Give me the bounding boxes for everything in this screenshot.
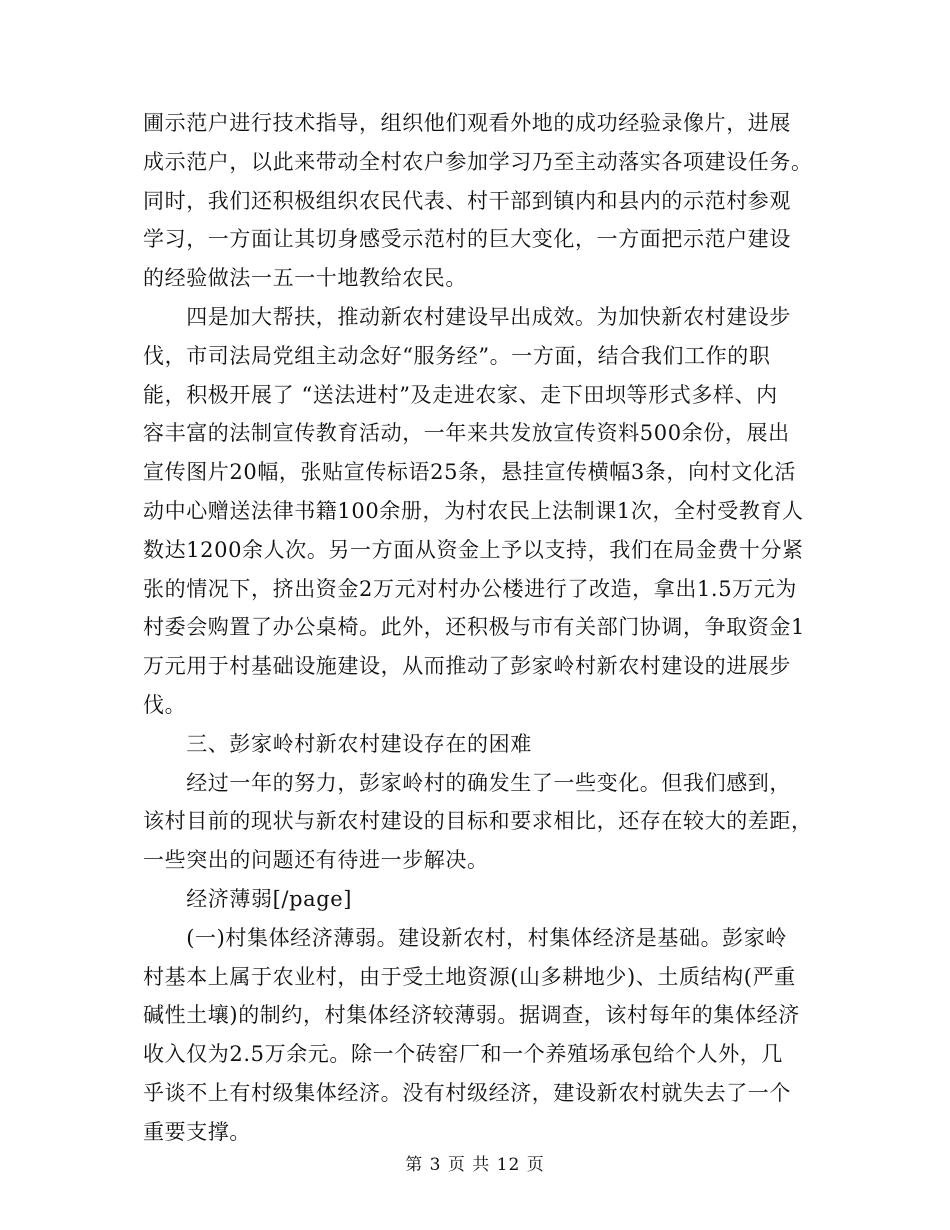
- text-line: 经过一年的努力，彭家岭村的确发生了一些变化。但我们感到，: [143, 770, 791, 795]
- page-footer: 第 3 页 共 12 页: [405, 1155, 545, 1175]
- text-line: (一)村集体经济薄弱。建设新农村，村集体经济是基础。彭家岭: [143, 925, 787, 950]
- text-line: 村基本上属于农业村，由于受土地资源(山多耕地少)、土质结构(严重: [143, 964, 796, 989]
- text-line: 成示范户，以此来带动全村农户参加学习乃至主动落实各项建设任务。: [143, 149, 813, 174]
- text-line: 四是加大帮扶，推动新农村建设早出成效。为加快新农村建设步: [143, 304, 791, 329]
- text-line: 能，积极开展了 “送法进村”及走进农家、走下田坝等形式多样、内: [143, 382, 778, 407]
- text-line: 的经验做法一五一十地教给农民。: [143, 266, 467, 291]
- text-line: 三、彭家岭村新农村建设存在的困难: [143, 731, 532, 756]
- text-line: 宣传图片20幅，张贴宣传标语25条，悬挂宣传横幅3条，向村文化活: [143, 460, 797, 485]
- text-line: 圃示范户进行技术指导，组织他们观看外地的成功经验录像片，进展: [143, 111, 791, 135]
- text-line: 万元用于村基础设施建设，从而推动了彭家岭村新农村建设的进展步: [143, 654, 791, 679]
- text-line: 同时，我们还积极组织农民代表、村干部到镇内和县内的示范村参观: [143, 188, 791, 213]
- text-line: 该村目前的现状与新农村建设的目标和要求相比，还存在较大的差距，: [143, 809, 813, 834]
- text-line: 容丰富的法制宣传教育活动，一年来共发放宣传资料500余份，展出: [143, 421, 790, 446]
- text-line: 重要支撑。: [143, 1119, 251, 1144]
- text-line: 经济薄弱[/page]: [143, 886, 353, 911]
- text-line: 数达1200余人次。另一方面从资金上予以支持，我们在局金费十分紧: [143, 537, 804, 562]
- text-line: 村委会购置了办公桌椅。此外，还积极与市有关部门协调，争取资金1: [143, 615, 805, 640]
- text-line: 一些突出的问题还有待进一步解决。: [143, 848, 489, 873]
- body-text: [143, 104, 813, 1152]
- text-line: 张的情况下，挤出资金2万元对村办公楼进行了改造，拿出1.5万元为: [143, 576, 797, 601]
- text-line: 学习，一方面让其切身感受示范村的巨大变化，一方面把示范户建设: [143, 227, 791, 252]
- text-line: 碱性土壤)的制约，村集体经济较薄弱。据调查，该村每年的集体经济: [143, 1003, 800, 1028]
- text-line: 动中心赠送法律书籍100余册，为村农民上法制课1次，全村受教育人: [143, 498, 804, 523]
- text-line: 乎谈不上有村级集体经济。没有村级经济，建设新农村就失去了一个: [143, 1080, 791, 1105]
- text-line: 收入仅为2.5万余元。除一个砖窑厂和一个养殖场承包给个人外，几: [143, 1042, 783, 1067]
- text-line: 伐。: [143, 692, 187, 717]
- text-line: 伐，市司法局党组主动念好“服务经”。一方面，结合我们工作的职: [143, 343, 771, 368]
